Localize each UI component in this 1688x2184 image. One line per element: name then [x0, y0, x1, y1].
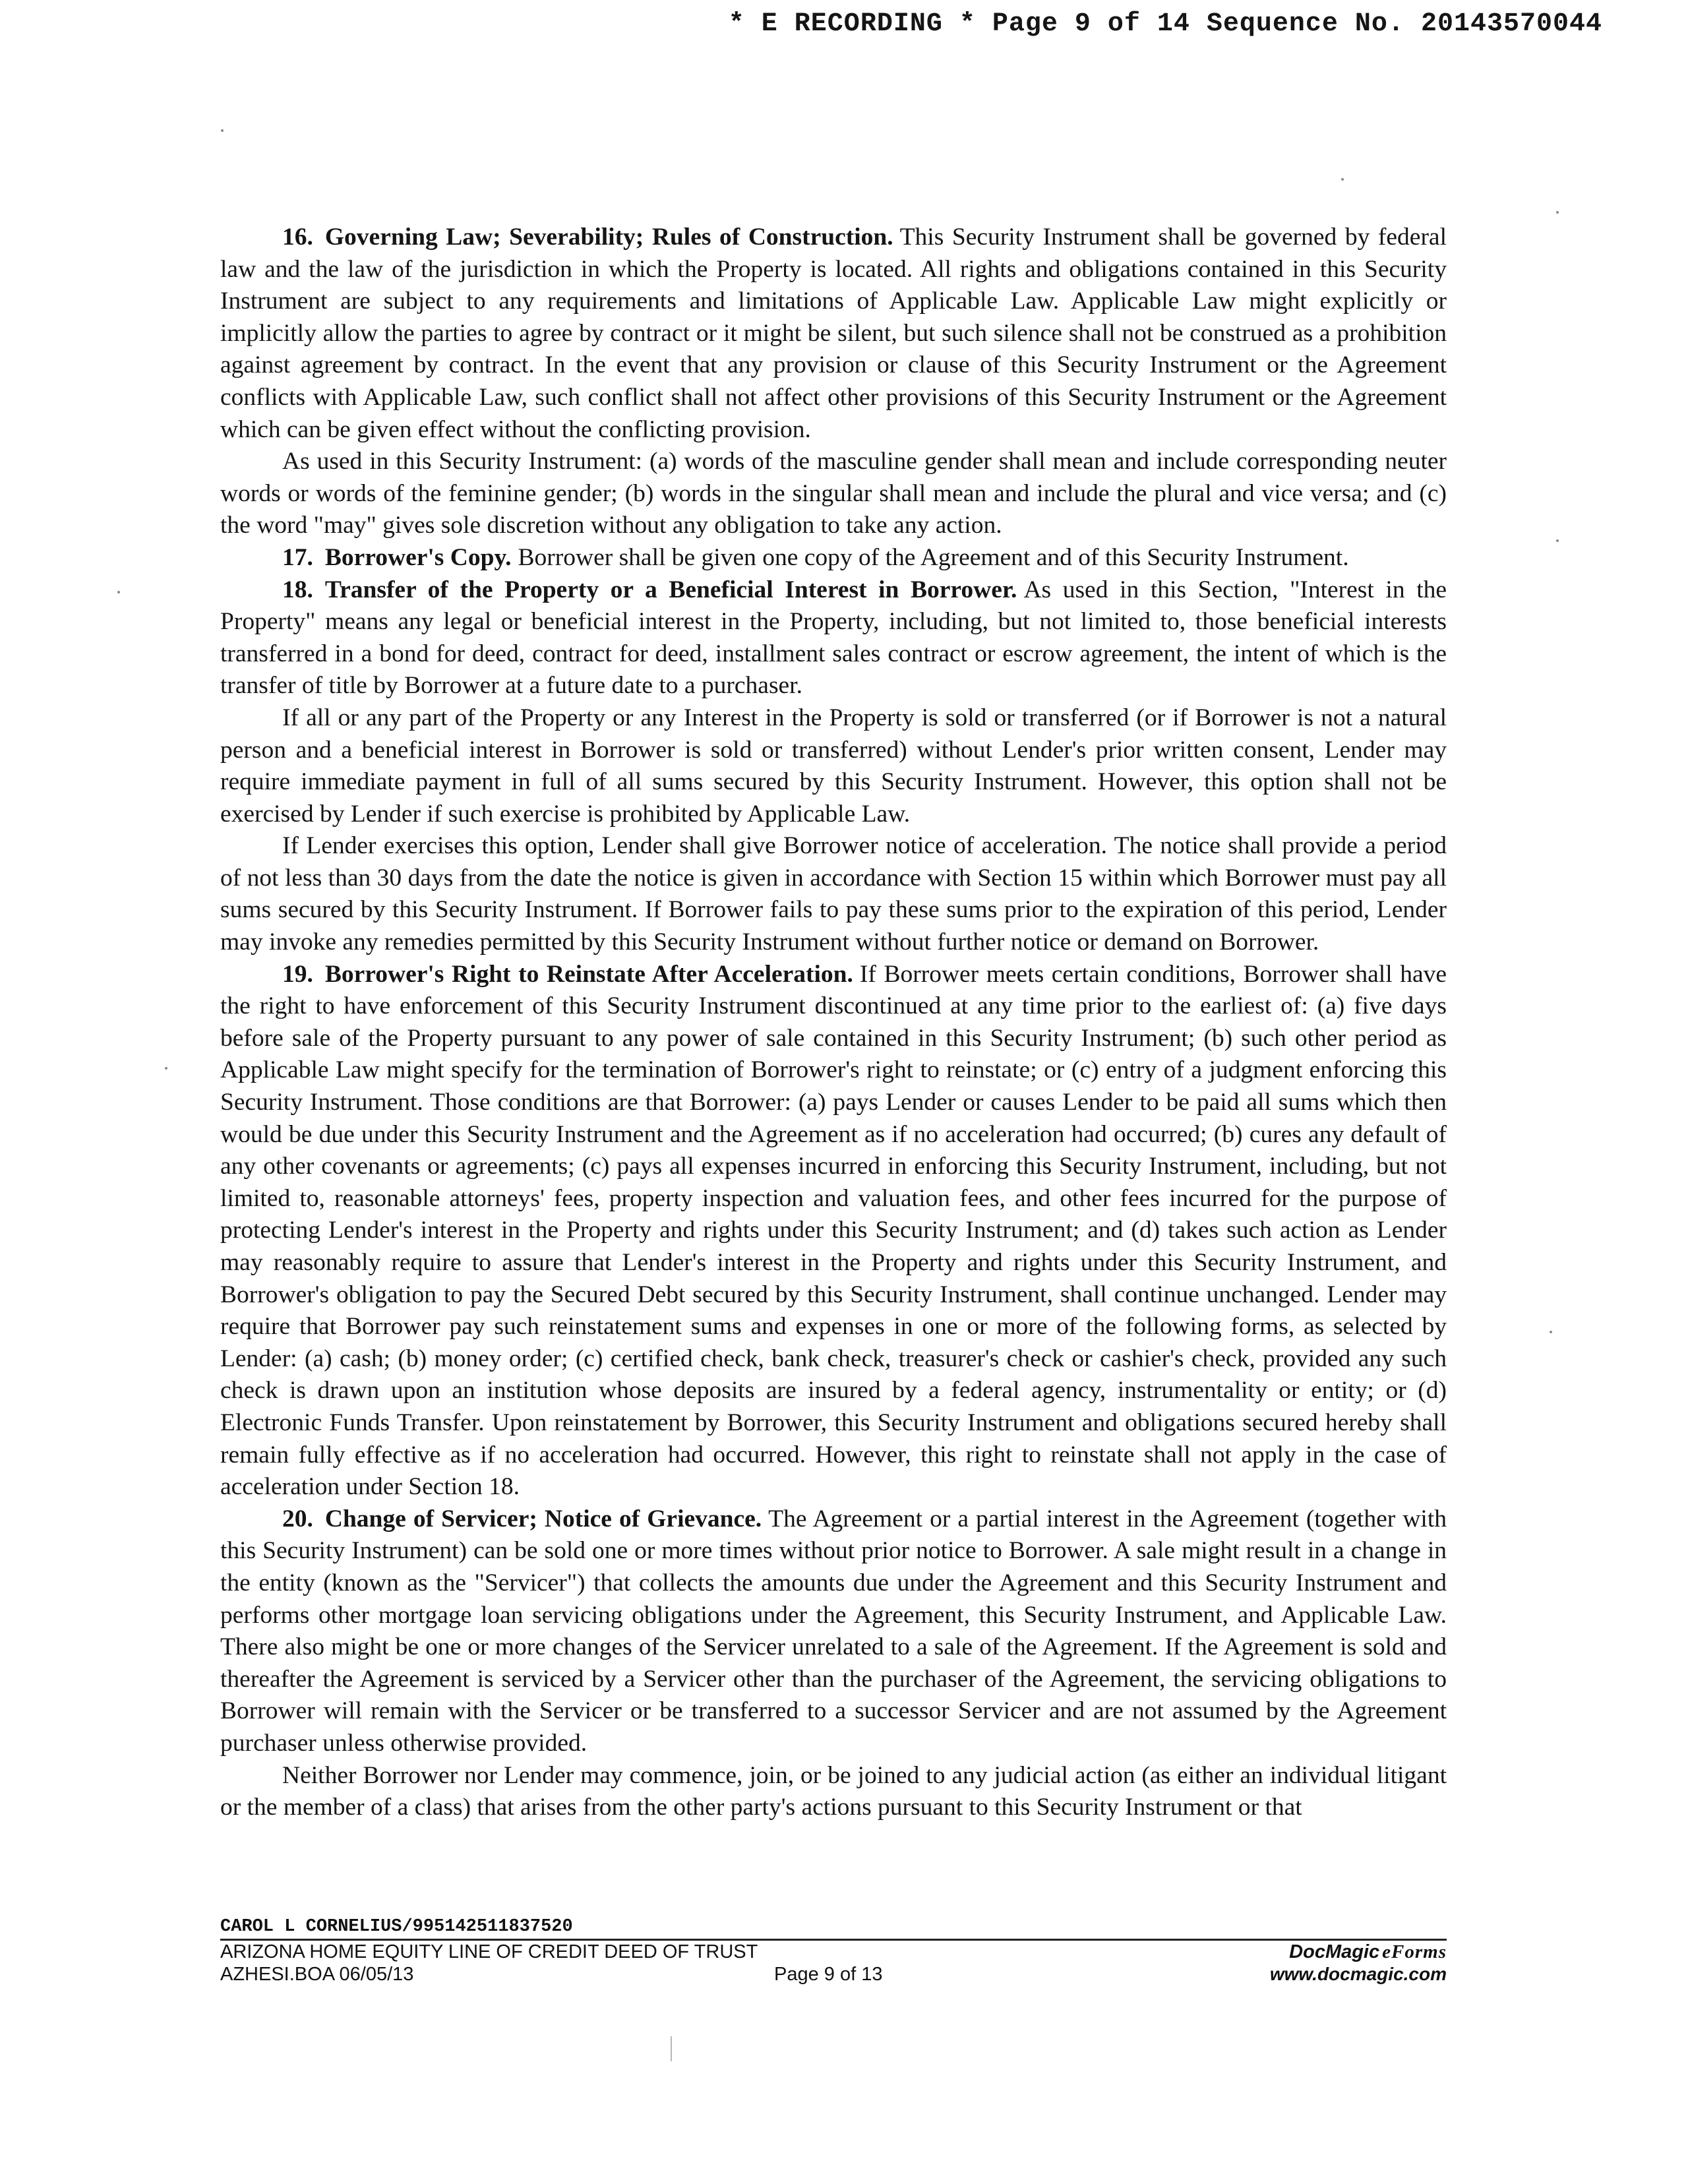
paragraph-judicial-action [220, 1760, 1447, 1824]
section-text: If Lender exercises this option, Lender shall give Borrower notice of acceleration. The notice shall provide a period of not less than 30 days from the date the notice is given in accordance with Section 15 within which Borrower must pay all sums secured by this Security Instrument. If Borrower fails to pay these sums prior to the expiration of this period, Lender may invoke any remedies permitted by this Security Instrument without further notice or demand on Borrower. [220, 832, 1447, 956]
page-footer [220, 1916, 1447, 1986]
scan-mark [671, 2036, 672, 2061]
section-number: 16. [282, 224, 313, 251]
paragraph-gender-usage [220, 446, 1447, 542]
section-title: Borrower's Right to Reinstate After Acceleration. [324, 960, 853, 988]
section-16 [220, 222, 1447, 446]
section-title: Change of Servicer; Notice of Grievance. [324, 1505, 762, 1532]
scan-speck [165, 1067, 167, 1070]
section-number: 17. [282, 543, 313, 571]
section-text: If Borrower meets certain conditions, Borrower shall have the right to have enforcement of this Security Instrument discontinued at any time prior to the earliest of: (a) five days before sale of the Property pursuant to any power of sale contained in this Security Instrument; (b) such other period as Applicable Law might specify for the termination of Borrower's right to reinstate; or (c) entry of a judgment enforcing this Security Instrument. Those conditions are that Borrower: (a) pays Lender or causes Lender to be paid all sums which then would be due under this Security Instrument and the Agreement as if no acceleration had occurred; (b) cures any default of any other covenants or agreements; (c) pays all expenses incurred in enforcing this Security Instrument, including, but not limited to, reasonable attorneys' fees, property inspection and valuation fees, and other fees incurred for the purpose of protecting Lender's interest in the Property and rights under this Security Instrument; and (d) takes such action as Lender may reasonably require to assure that Lender's interest in the Property and rights under this Security Instrument, and Borrower's obligation to pay the Secured Debt secured by this Security Instrument, shall continue unchanged. Lender may require that Borrower pay such reinstatement sums and expenses in one or more of the following forms, as selected by Lender: (a) cash; (b) money order; (c) certified check, bank check, treasurer's check or cashier's check, provided any such check is drawn upon an institution whose deposits are insured by a federal agency, instrumentality or entity; or (d) Electronic Funds Transfer. Upon reinstatement by Borrower, this Security Instrument and obligations secured hereby shall remain fully effective as if no acceleration had occurred. However, this right to reinstate shall not apply in the case of acceleration under Section 18. [220, 960, 1447, 1501]
recording-stamp: * E RECORDING * Page 9 of 14 Sequence No. 20143570044 [728, 9, 1602, 39]
scan-speck [117, 591, 120, 593]
section-number: 20. [282, 1505, 313, 1532]
borrower-loan-id: CAROL L CORNELIUS/995142511837520 [220, 1916, 1447, 1941]
section-number: 19. [282, 960, 313, 988]
scan-speck [1341, 178, 1344, 181]
form-code: AZHESI.BOA 06/05/13 [220, 1964, 414, 1985]
scan-speck [1550, 1331, 1552, 1333]
section-text: This Security Instrument shall be governed by federal law and the law of the jurisdiction in which the Property is located. All rights and obligations contained in this Security Instrument are subject to any requirements and limitations of Applicable Law. Applicable Law might explicitly or implicitly allow the parties to agree by contract or it might be silent, but such silence shall not be construed as a prohibition against agreement by contract. In the event that any provision or clause of this Security Instrument or the Agreement conflicts with Applicable Law, such conflict shall not affect other provisions of this Security Instrument or the Agreement which can be given effect without the conflicting provision. [220, 224, 1447, 443]
section-19 [220, 959, 1447, 1503]
section-title: Transfer of the Property or a Beneficial Interest in Borrower. [324, 576, 1017, 603]
scan-speck [1556, 211, 1559, 214]
section-number: 18. [282, 576, 313, 603]
scan-speck [221, 129, 224, 132]
footer-row-1 [220, 1941, 1447, 1963]
docmagic-logo [1289, 1941, 1447, 1963]
form-title: ARIZONA HOME EQUITY LINE OF CREDIT DEED OF TRUST [220, 1941, 758, 1962]
page-number: Page 9 of 13 [774, 1964, 883, 1985]
section-title: Borrower's Copy. [324, 543, 512, 571]
section-20 [220, 1503, 1447, 1760]
document-body [220, 222, 1447, 1824]
brand-suffix: eForms [1382, 1941, 1447, 1962]
section-title: Governing Law; Severability; Rules of Construction. [324, 224, 893, 251]
section-17 [220, 542, 1447, 574]
section-text: Borrower shall be given one copy of the Agreement and of this Security Instrument. [518, 543, 1349, 571]
paragraph-acceleration-notice [220, 830, 1447, 958]
section-text: As used in this Security Instrument: (a) words of the masculine gender shall mean and include corresponding neuter words or words of the feminine gender; (b) words in the singular shall mean and include the plural and vice versa; and (c) the word "may" gives sole discretion without any obligation to take any action. [220, 448, 1447, 539]
brand-url: www.docmagic.com [1269, 1964, 1447, 1984]
section-text: The Agreement or a partial interest in the Agreement (together with this Security Instrument) can be sold one or more times without prior notice to Borrower. A sale might result in a change in the entity (known as the "Servicer") that collects the amounts due under the Agreement and this Security Instrument and performs other mortgage loan servicing obligations under the Agreement, this Security Instrument, and Applicable Law. There also might be one or more changes of the Servicer unrelated to a sale of the Agreement. If the Agreement is sold and thereafter the Agreement is serviced by a Servicer other than the purchaser of the Agreement, the servicing obligations to Borrower will remain with the Servicer or be transferred to a successor Servicer and are not assumed by the Agreement purchaser unless otherwise provided. [220, 1505, 1447, 1757]
footer-row-2 [220, 1963, 1447, 1986]
section-text: Neither Borrower nor Lender may commence, join, or be joined to any judicial action (as either an individual litigant or the member of a class) that arises from the other party's actions pursuant to this Security Instrument or that [220, 1761, 1447, 1821]
scan-speck [1556, 539, 1559, 542]
section-18 [220, 574, 1447, 702]
section-text: If all or any part of the Property or any Interest in the Property is sold or transferred (or if Borrower is not a natural person and a beneficial interest in Borrower is sold or transferred) without Lender's prior written consent, Lender may require immediate payment in full of all sums secured by this Security Instrument. However, this option shall not be exercised by Lender if such exercise is prohibited by Applicable Law. [220, 704, 1447, 828]
paragraph-transfer-consent [220, 702, 1447, 830]
section-text: As used in this Section, "Interest in the Property" means any legal or beneficial interest in the Property, including, but not limited to, those beneficial interests transferred in a bond for deed, contract for deed, installment sales contract or escrow agreement, the intent of which is the transfer of title by Borrower at a future date to a purchaser. [220, 576, 1447, 700]
brand-name: DocMagic [1289, 1941, 1380, 1962]
